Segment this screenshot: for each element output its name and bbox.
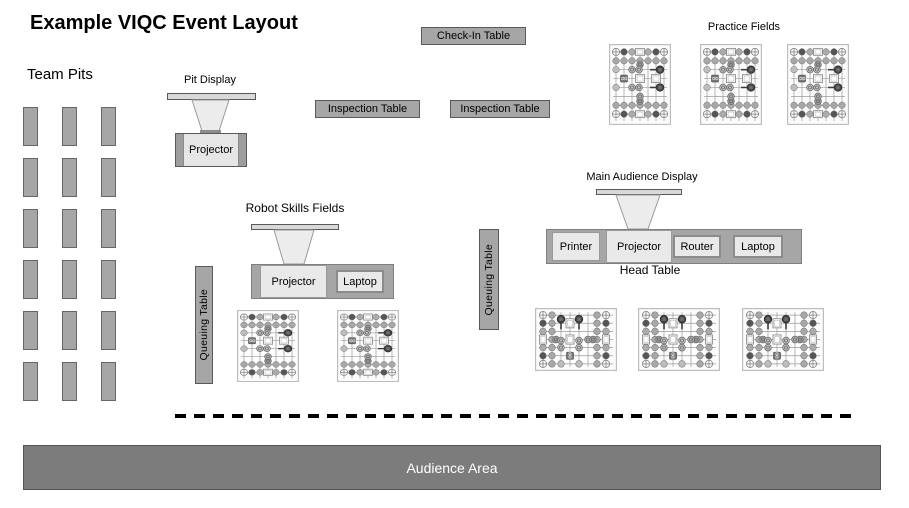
head-table (546, 229, 802, 264)
pit-table (101, 158, 116, 197)
pit-table (62, 260, 77, 299)
projector-side-panel (176, 134, 183, 166)
queuing-table-right (479, 229, 499, 330)
pit-table (101, 209, 116, 248)
practice-field (609, 44, 671, 125)
competition-field (638, 308, 720, 371)
pit-display-beam-icon (188, 99, 234, 135)
pit-table (23, 209, 38, 248)
competition-field (742, 308, 824, 371)
inspection-table-right: Inspection Table (450, 100, 550, 118)
team-pits-grid (23, 107, 116, 401)
pit-table (23, 362, 38, 401)
pit-projector (175, 133, 247, 167)
pit-table (62, 209, 77, 248)
practice-field (700, 44, 762, 125)
pit-table (23, 107, 38, 146)
skills-projector: Projector (260, 265, 327, 298)
audience-divider-dashed-line (175, 414, 853, 418)
team-pits-label: Team Pits (27, 66, 93, 83)
pit-table (23, 260, 38, 299)
queuing-table-left-label: Queuing Table (198, 289, 210, 361)
main-display-beam-icon (612, 194, 666, 230)
practice-field (787, 44, 849, 125)
inspection-table-left: Inspection Table (315, 100, 420, 118)
pit-table (23, 158, 38, 197)
pit-table (101, 260, 116, 299)
main-audience-display-label: Main Audience Display (586, 171, 698, 183)
pit-table (101, 362, 116, 401)
pit-table (101, 107, 116, 146)
practice-fields-label: Practice Fields (707, 21, 781, 33)
pit-display-label: Pit Display (184, 74, 236, 86)
pit-table (23, 311, 38, 350)
head-table-projector: Projector (606, 230, 672, 263)
queuing-table-right-label: Queuing Table (483, 243, 495, 316)
pit-projector-label: Projector (183, 134, 239, 166)
skills-display-beam-icon (270, 229, 318, 265)
head-table-label: Head Table (619, 263, 681, 277)
robot-skills-field (237, 310, 299, 382)
pit-table (101, 311, 116, 350)
pit-table (62, 311, 77, 350)
projector-side-panel (239, 134, 246, 166)
skills-av-table (251, 264, 394, 299)
robot-skills-fields-label: Robot Skills Fields (245, 201, 345, 215)
robot-skills-field (337, 310, 399, 382)
skills-laptop: Laptop (336, 270, 384, 293)
competition-field (535, 308, 617, 371)
head-table-printer: Printer (552, 232, 600, 261)
pit-table (62, 362, 77, 401)
pit-table (62, 107, 77, 146)
queuing-table-left (195, 266, 213, 384)
check-in-table: Check-In Table (421, 27, 526, 45)
audience-area: Audience Area (23, 445, 881, 490)
head-table-router: Router (673, 235, 721, 258)
pit-table (62, 158, 77, 197)
head-table-laptop: Laptop (733, 235, 783, 258)
page-title: Example VIQC Event Layout (30, 12, 298, 34)
